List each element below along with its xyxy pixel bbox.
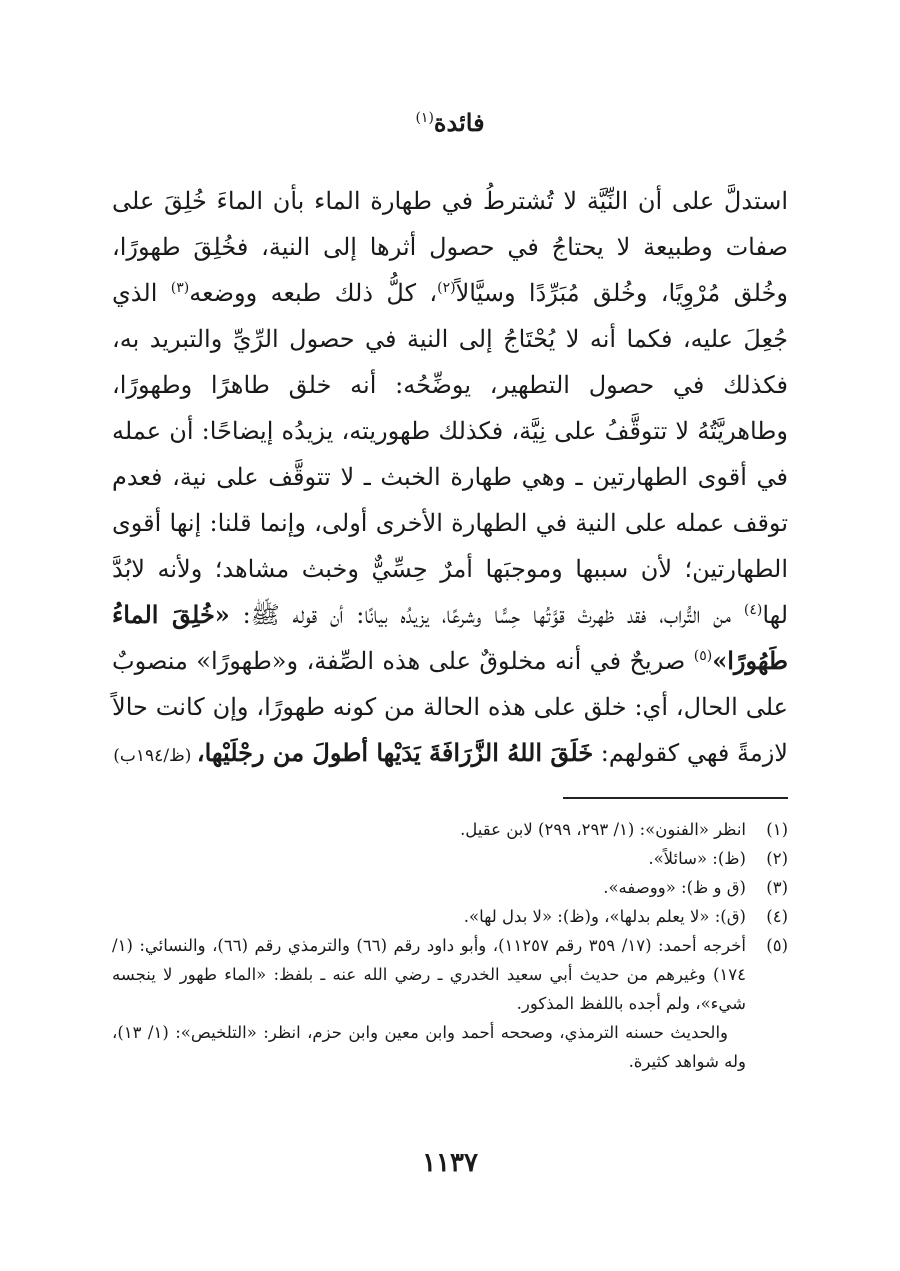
manuscript-marker: (ظ/١٩٤ب): [113, 746, 197, 766]
body-text-part-4: من التُّراب، فقد ظهرتْ قوَّتُها حِسًّا وشرعًا، يزيدُه بيانًا: أن قوله ﷺ:: [229, 601, 744, 629]
footnote-text: (ق): «لا يعلم بدلها»، و(ظ): «لا بدل لها».: [463, 907, 746, 926]
body-text-part-1: استدلَّ على أن النِّيَّة لا تُشترطُ في طهارة الماء بأن الماءَ خُلِقَ على صفات وطبيعة لا يحتاجُ في حصول أثرها إلى النية، فخُلِقَ طهورًا، وخُلق مُرْوِيًا، وخُلق مُبَرِّدًا وسيَّالاً: [112, 187, 788, 307]
hadith-quote: «خُلِقَ الماءُ طَهُورًا»: [112, 600, 789, 675]
footnote-item: [112, 931, 788, 1018]
saying-quote: خَلَقَ اللهُ الزَّرَافَةَ يَدَيْها أطولَ من رجْلَيْها،: [196, 738, 594, 767]
footnote-item: [112, 873, 788, 902]
footnote-ref-5: (٥): [693, 648, 713, 664]
page-number: ١١٣٧: [422, 1148, 478, 1178]
footnote-continuation: والحديث حسنه الترمذي، وصححه أحمد وابن معين وابن حزم، انظر: «التلخيص»: (١/ ١٣)، وله شواهد كثيرة.: [112, 1023, 746, 1071]
footnote-divider: [563, 797, 788, 799]
footnote-text: انظر «الفنون»: (١/ ٢٩٣، ٢٩٩) لابن عقيل.: [460, 820, 746, 839]
heading-title: فائدة: [433, 108, 485, 137]
body-text-part-5: صريحٌ في أنه مخلوقٌ على هذه الصِّفة، و«طهورًا» منصوبٌ على الحال، أي: خلق على هذه الحالة من كونه طهورًا، وإن كانت حالاً لازمةً فهي كقولهم:: [112, 647, 788, 767]
footnote-text: (ظ): «سائلاً».: [648, 849, 746, 868]
heading-footnote-ref: (١): [415, 110, 434, 126]
footnote-number: (٥): [766, 936, 788, 955]
footnote-number: (٤): [766, 907, 788, 926]
footnote-ref-4: (٤): [743, 602, 763, 618]
footnote-number: (٢): [766, 849, 788, 868]
footnotes: [112, 815, 788, 1076]
footnote-item: [112, 815, 788, 844]
footnote-ref-2: (٢): [437, 280, 456, 296]
section-heading: [0, 108, 900, 137]
footnote-number: (٣): [766, 878, 788, 897]
footnote-text: (ق و ظ): «ووصفه».: [603, 878, 746, 897]
footnote-text: أخرجه أحمد: (١٧/ ٣٥٩ رقم ١١٢٥٧)، وأبو داود رقم (٦٦) والترمذي رقم (٦٦)، والنسائي: (١/ ١٧٤) وغيرهم من حديث أبي سعيد الخدري ـ رضي الله عنه ـ بلفظ: «الماء طهور لا ينجسه شيء»، ولم أجده باللفظ المذكور.: [112, 936, 747, 1013]
footnote-number: (١): [766, 820, 788, 839]
footnote-item: [112, 902, 788, 931]
body-text-part-2: ، كلُّ ذلك طبعه ووضعه: [189, 279, 438, 307]
body-text-part-3: الذي جُعِلَ عليه، فكما أنه لا يُحْتَاجُ إلى النية في حصول الرِّيِّ والتبريد به، فكذلك في حصول التطهير، يوضِّحُه: أنه خلق طاهرًا وطهورًا، وطاهريَّتُهُ لا تتوقَّفُ على نِيَّة، فكذلك طهوريته، يزيدُه إيضاحًا: أن عمله في أقوى الطهارتين ـ وهي طهارة الخبث ـ لا تتوقَّف على نية، فعدم توقف عمله على النية في الطهارة الأخرى أولى، وإنما قلنا: إنها أقوى الطهارتين؛ لأن سببها وموجبَها أمرٌ حِسِّيٌّ وخبث مشاهد؛ ولأنه لابُدَّ لها: [112, 279, 789, 629]
footnote-item: [112, 844, 788, 873]
main-paragraph: [112, 178, 788, 779]
footnote-ref-3: (٣): [170, 280, 190, 296]
